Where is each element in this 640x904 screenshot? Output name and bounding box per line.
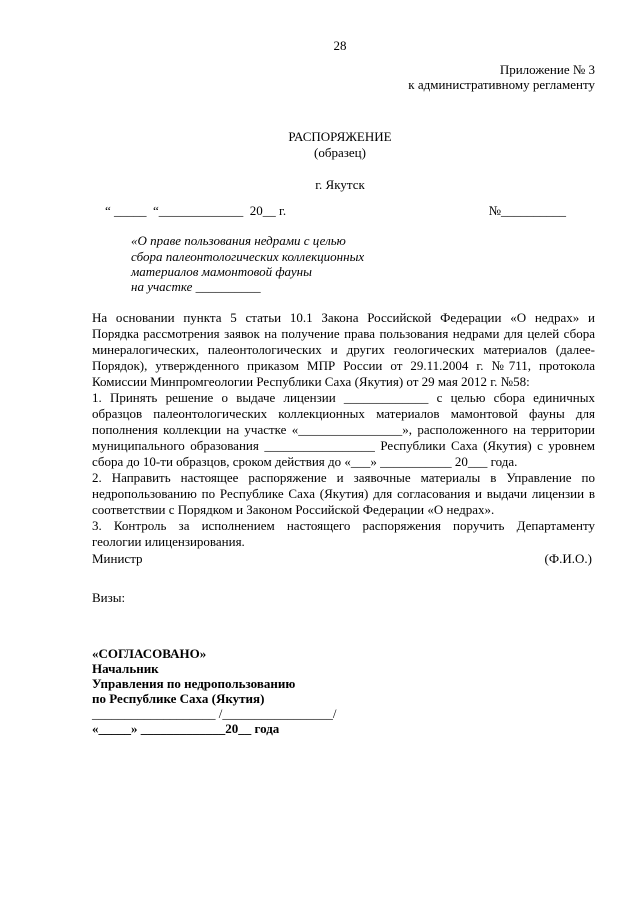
body-line: Комиссии Минпромгеологии Республики Саха (Якутия) от 29 мая 2012 г. №58: [92, 374, 530, 389]
subject-line: материалов мамонтовой фауны [131, 264, 312, 279]
annex-line-1: Приложение № 3 [499, 62, 595, 77]
body-text [92, 310, 595, 550]
body-line: муниципального образования _________________ Республики Саха (Якутия) с уровнем [92, 438, 595, 453]
subject-line: на участке __________ [131, 279, 261, 294]
body-line: Порядка рассмотрения заявок на получение права пользования недрами для целей сбора [92, 326, 595, 341]
approval-line: по Республике Саха (Якутия) [92, 691, 265, 706]
doc-title: РАСПОРЯЖЕНИЕ [288, 129, 392, 144]
visas-label: Визы: [92, 590, 126, 605]
body-line: 2. Направить настоящее распоряжение и заявочные материалы в Управление по [92, 470, 595, 485]
document-number: №__________ [488, 203, 566, 218]
subject-line: «О праве пользования недрами с целью [131, 233, 346, 248]
signature-role: Министр [92, 551, 143, 566]
body-line: минералогических, палеонтологических и других геологических материалов (далее- [92, 342, 595, 357]
body-line: 3. Контроль за исполнением настоящего распоряжения поручить Департаменту [92, 518, 595, 533]
body-line: Порядок), утвержденного приказом МПР России от 29.11.2004 г. №711, протокола [92, 358, 595, 373]
page-number: 28 [333, 38, 347, 53]
body-line: 1. Принять решение о выдаче лицензии _____________ с целью сбора единичных [92, 390, 595, 405]
subject-line: сбора палеонтологических коллекционных [131, 249, 365, 264]
approval-heading: «СОГЛАСОВАНО» [92, 646, 207, 661]
body-line: соответствии с Порядком и Законом Российской Федерации «О недрах». [92, 502, 495, 517]
approval-date-line: «_____» _____________20__ года [92, 721, 280, 736]
body-line: недропользованию по Республике Саха (Якутия) для согласования и выдачи лицензии в [92, 486, 595, 501]
approval-line: Начальник [92, 661, 159, 676]
city: г. Якутск [315, 177, 365, 192]
date-line: “ _____ “_____________ 20__ г. [105, 203, 287, 218]
body-line: пополнения коллекции на участке «________________», расположенного на территории [92, 422, 595, 437]
body-line: сбора до 10-ти образцов, сроком действия до «___» ___________ 20___ года. [92, 454, 518, 469]
annex-line-2: к административному регламенту [408, 77, 595, 92]
approval-line: Управления по недропользованию [92, 676, 296, 691]
doc-subtitle: (образец) [314, 145, 366, 160]
body-line: На основании пункта 5 статьи 10.1 Закона Российской Федерации «О недрах» и [92, 310, 595, 325]
approval-signature-line: ___________________ /_________________/ [92, 706, 337, 721]
body-line: образцов палеонтологических коллекционных материалов мамонтовой фауны для [92, 406, 595, 421]
signature-name: (Ф.И.О.) [544, 551, 592, 566]
body-line: геологии илицензирования. [92, 534, 245, 549]
